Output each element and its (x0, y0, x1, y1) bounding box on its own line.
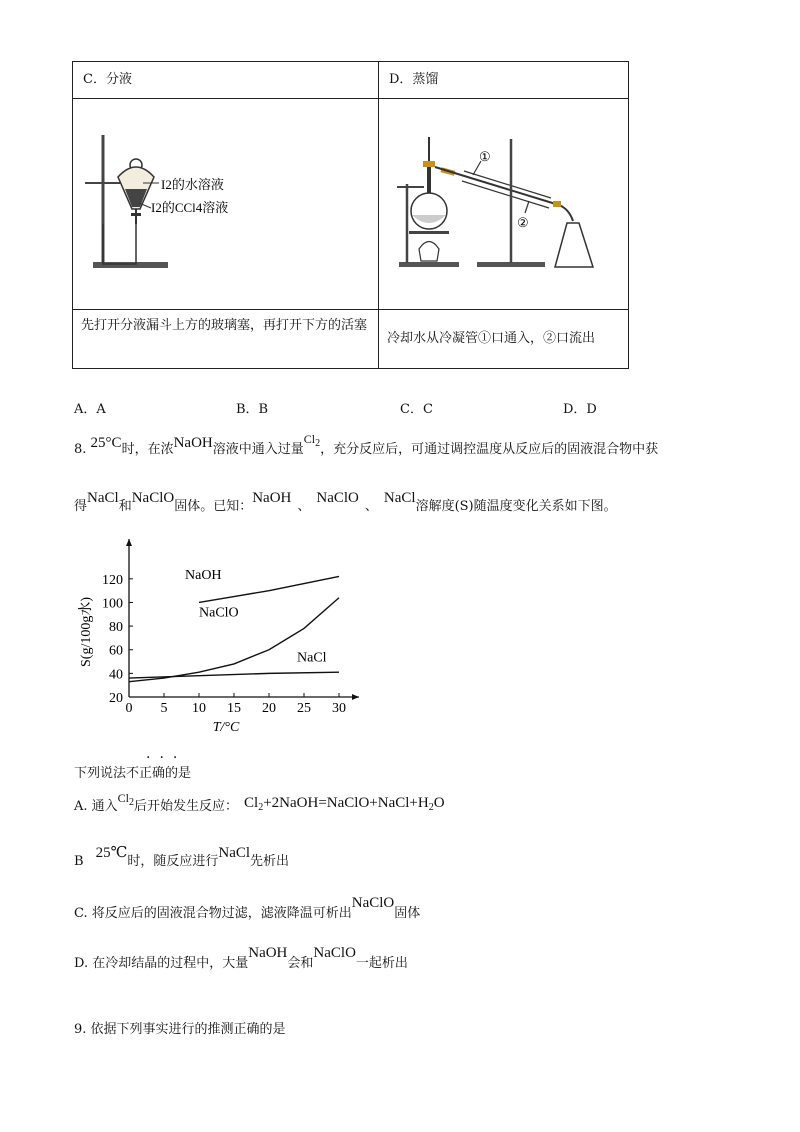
emphasis-dots: ··· (146, 750, 187, 766)
x-tick-label: 0 (125, 701, 133, 716)
q8-naclo: NaClO (131, 490, 175, 506)
cell-d-figure (379, 99, 629, 310)
experiment-table (72, 61, 629, 369)
q7-option-b: B．B (236, 402, 269, 417)
x-tick-label: 5 (160, 701, 168, 716)
condenser-jacket-bottom (462, 181, 549, 208)
wire-gauze (409, 231, 449, 234)
label-i2-ccl4: I2的CCl4溶液 (151, 200, 229, 215)
q8-nacl-2: NaCl (383, 490, 416, 506)
opt-b-pre: B (74, 854, 84, 869)
q8-cl2-symbol: Cl (303, 432, 316, 446)
q8-text1b: 溶液中通入过量 (212, 442, 304, 457)
opt-b-mid: 时，随反应进行 (127, 854, 219, 869)
distilling-flask (411, 193, 447, 229)
opt-b-temp: 25℃ (95, 845, 128, 861)
q8-line-2 (74, 490, 617, 515)
series-label-naoh: NaOH (185, 567, 222, 583)
y-tick-label: 100 (102, 596, 123, 612)
label-i2-water: I2的水溶液 (161, 177, 224, 192)
opt-a-equation (244, 795, 445, 811)
q8-text2a: 得 (74, 499, 88, 514)
y-tick-label: 20 (109, 691, 123, 706)
q9-text: 9. 依据下列事实进行的推测正确的是 (74, 1022, 286, 1037)
cell-d-header (379, 62, 629, 99)
q7-option-c: C．C (400, 402, 433, 417)
c-note: 先打开分液漏斗上方的玻璃塞，再打开下方的活塞 (81, 318, 368, 333)
y-tick-label: 80 (109, 620, 123, 636)
x-axis-arrow (352, 694, 359, 700)
q8-text2c: 溶解度(S)随温度变化关系如下图。 (415, 499, 617, 514)
q8-temp: 25°C (90, 435, 122, 451)
cell-d-note (379, 310, 629, 369)
y-axis-arrow (126, 539, 132, 546)
q8-cl2-sub: 2 (315, 438, 321, 449)
x-tick-label: 25 (297, 701, 311, 716)
label-port-2: ② (517, 216, 529, 231)
stopcock (131, 213, 141, 216)
series-label-nacl: NaCl (297, 650, 327, 666)
opt-a-mid: 后开始发生反应： (134, 799, 239, 814)
opt-d-mid: 会和 (287, 956, 314, 971)
opt-a-cl2 (117, 791, 134, 808)
opt-d-pre: D. 在冷却结晶的过程中，大量 (74, 956, 249, 971)
opt-b-nacl: NaCl (218, 845, 251, 861)
eq-h-sub: 2 (428, 802, 434, 813)
thermometer-stopper (423, 161, 435, 167)
d-note: 冷却水从冷凝管①口通入，②口流出 (387, 331, 596, 346)
q8-option-d (74, 945, 408, 972)
beaker (103, 224, 136, 264)
q8-option-a (74, 791, 445, 816)
y-tick-label: 40 (109, 667, 123, 683)
d-header: D．蒸馏 (389, 72, 439, 87)
condenser-jacket-top (464, 171, 551, 198)
series-line-nacl (129, 672, 339, 678)
opt-c-naclo: NaClO (351, 895, 395, 911)
q8-sep-2: 、 (364, 499, 378, 514)
outlet-2 (525, 201, 529, 213)
opt-c-post: 固体 (394, 906, 421, 921)
x-axis-label: T/°C (212, 720, 240, 735)
q8-sep-1: 、 (297, 499, 311, 514)
adapter-stopper (553, 201, 561, 207)
q8-he: 和 (118, 499, 132, 514)
condenser-inner (435, 167, 559, 205)
x-tick-label: 20 (262, 701, 276, 716)
label-port-1: ① (479, 150, 491, 165)
distillation-diagram (379, 99, 628, 309)
eq-cl: Cl (244, 795, 259, 811)
y-tick-label: 60 (109, 643, 123, 659)
adapter (559, 205, 573, 221)
q8-text1a: 时，在浓 (121, 442, 174, 457)
cell-c-note (73, 310, 379, 369)
receiving-flask (555, 223, 593, 267)
q8-option-b (74, 845, 290, 870)
separatory-funnel-diagram (73, 99, 378, 309)
x-tick-label: 15 (227, 701, 241, 716)
eq-o: O (433, 795, 445, 811)
cell-c-figure (73, 99, 379, 310)
q7-option-d: D．D (563, 402, 597, 417)
q8-text2b: 固体。已知： (174, 499, 253, 514)
eq-cl-sub: 2 (258, 802, 264, 813)
eq-mid: +2NaOH=NaClO+NaCl+H (263, 795, 429, 811)
x-tick-label: 30 (332, 701, 346, 716)
alcohol-lamp (419, 242, 439, 262)
q8-line-1 (74, 432, 659, 459)
q8-naoh-2: NaOH (252, 490, 292, 506)
solubility-chart (74, 535, 374, 740)
opt-d-naoh: NaOH (248, 945, 288, 961)
q8-stem: 下列说法不正确的是 (74, 766, 192, 781)
y-axis-label: S(g/100g水) (79, 597, 94, 667)
cell-c-header (73, 62, 379, 99)
q8-naclo-2: NaClO (316, 490, 359, 506)
opt-d-post: 一起析出 (355, 956, 408, 971)
q8-text1c: ，充分反应后，可通过调控温度从反应后的固液混合物中获 (320, 442, 659, 457)
q8-nacl: NaCl (87, 490, 119, 506)
q8-naoh: NaOH (173, 435, 213, 451)
y-tick-label: 120 (102, 572, 123, 588)
q7-option-a: A．A (74, 402, 106, 417)
x-tick-label: 10 (192, 701, 206, 716)
opt-b-post: 先析出 (250, 854, 290, 869)
opt-a-cl2-symbol: Cl (117, 791, 129, 805)
q8-number: 8. (74, 442, 87, 457)
series-label-naclo: NaClO (199, 605, 239, 621)
opt-a-cl2-sub: 2 (129, 797, 134, 808)
q8-cl2 (303, 432, 321, 449)
opt-a-pre: A. 通入 (74, 799, 118, 814)
opt-c-pre: C. 将反应后的固液混合物过滤，滤液降温可析出 (74, 906, 352, 921)
c-header: C．分液 (83, 72, 132, 87)
opt-d-naclo: NaClO (313, 945, 356, 961)
q8-option-c (74, 895, 421, 922)
